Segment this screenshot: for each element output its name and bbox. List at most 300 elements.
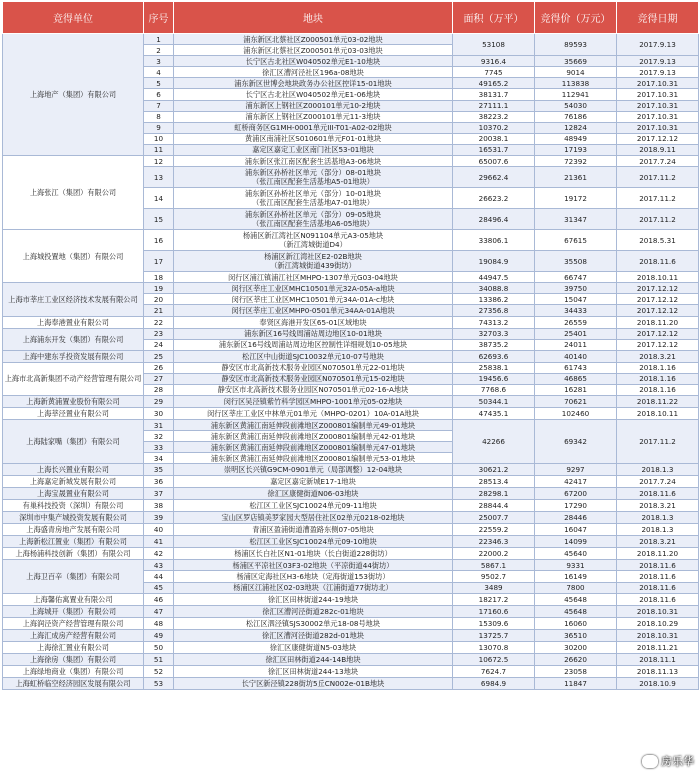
plot-name: 浦东新区16号线周浦站周边地区控制性详细规划10-05地块: [218, 340, 408, 350]
table-row: [3, 593, 699, 605]
price-cell: 24011: [535, 339, 617, 350]
area-cell: 38131.7: [453, 89, 535, 100]
row-number: 33: [144, 442, 174, 453]
table-row: [3, 230, 699, 251]
table-row: [3, 641, 699, 653]
row-number: 17: [144, 251, 174, 272]
company-cell: 有巢科技投资（深圳）有限公司: [3, 500, 144, 512]
company-cell: 上海新黄浦置业股份有限公司: [3, 395, 144, 407]
plot-cell: [174, 362, 453, 373]
plot-name-note: （张江南区配套生活基地A6-05地块）: [252, 219, 374, 229]
table-row: [3, 677, 699, 689]
row-number: 14: [144, 188, 174, 209]
row-number: 20: [144, 294, 174, 305]
table-row: [3, 34, 699, 45]
plot-name: 杨浦区新江湾社区E2-02B地块: [264, 252, 362, 262]
date-cell: 2017.10.31: [617, 78, 699, 89]
row-number: 40: [144, 524, 174, 536]
plot-cell: [174, 272, 453, 283]
price-cell: 9297: [535, 464, 617, 476]
date-cell: 2018.3.21: [617, 536, 699, 548]
area-cell: 33806.1: [453, 230, 535, 251]
company-cell: 上海市北高新集团不动产经营管理有限公司: [3, 362, 144, 395]
date-cell: 2017.12.12: [617, 305, 699, 316]
date-cell: 2018.10.11: [617, 407, 699, 419]
price-cell: 23058: [535, 665, 617, 677]
plot-cell: [174, 500, 453, 512]
price-cell: 26620: [535, 653, 617, 665]
plot-cell: [174, 464, 453, 476]
date-cell: 2017.9.13: [617, 56, 699, 67]
plot-name: 徐汇区田林街道244-19地块: [267, 594, 359, 604]
plot-name: 长宁区新泾镇228街坊5丘CN002e-01B地块: [241, 678, 385, 688]
plot-cell: [174, 45, 453, 56]
header-row: [3, 2, 699, 34]
row-number: 21: [144, 305, 174, 316]
area-cell: 17160.6: [453, 605, 535, 617]
row-number: 22: [144, 316, 174, 328]
plot-name: 浦东新区黄浦江南延伸段前滩地区Z000801编制单元49-01地块: [210, 420, 416, 430]
row-number: 5: [144, 78, 174, 89]
price-cell: 76186: [535, 111, 617, 122]
area-cell: 22346.3: [453, 536, 535, 548]
table-row: [3, 316, 699, 328]
row-number: 36: [144, 476, 174, 488]
plot-cell: [174, 230, 453, 251]
plot-name: 浦东新区北蔡社区Z000501单元03-02地块: [243, 34, 383, 44]
area-cell: 47435.1: [453, 407, 535, 419]
plot-name: 静安区市北高新技术服务业园区N070501单元22-01地块: [221, 363, 405, 373]
plot-cell: [174, 100, 453, 111]
plot-name: 徐汇区田林街道244-13地块: [267, 666, 359, 676]
area-cell: 38223.2: [453, 111, 535, 122]
plot-name: 徐汇区漕河泾街道282c-01地块: [262, 606, 364, 616]
price-cell: 35508: [535, 251, 617, 272]
price-cell: 28446: [535, 512, 617, 524]
price-cell: 48949: [535, 133, 617, 144]
header-price: 竞得价（万元）: [535, 2, 617, 34]
price-cell: 36510: [535, 629, 617, 641]
row-number: 51: [144, 653, 174, 665]
plot-name: 静安区市北高新技术服务业园区N070501单元02-16-A地块: [217, 385, 409, 395]
plot-name: 奉贤区海港开发区65-01区域地块: [259, 317, 367, 327]
land-auction-table: [2, 1, 699, 690]
price-cell: 17193: [535, 144, 617, 155]
area-cell: 7624.7: [453, 665, 535, 677]
header-area: 面积（万平）: [453, 2, 535, 34]
date-cell: 2017.10.31: [617, 89, 699, 100]
company-cell: 上海新松江置业（集团）有限公司: [3, 536, 144, 548]
plot-cell: [174, 419, 453, 430]
plot-name: 松江区泗泾镇SJS30002单元18-08号地块: [245, 618, 381, 628]
price-cell: 35669: [535, 56, 617, 67]
row-number: 47: [144, 605, 174, 617]
date-cell: 2017.9.13: [617, 67, 699, 78]
table-row: [3, 464, 699, 476]
date-cell: 2017.11.2: [617, 419, 699, 463]
price-cell: 9014: [535, 67, 617, 78]
area-cell: 13070.8: [453, 641, 535, 653]
plot-cell: [174, 605, 453, 617]
company-cell: 上海绿地商业（集团）有限公司: [3, 665, 144, 677]
plot-name: 嘉定区嘉定工业区南门社区53-01地块: [252, 145, 374, 155]
price-cell: 26559: [535, 316, 617, 328]
plot-cell: [174, 350, 453, 362]
date-cell: 2018.11.22: [617, 395, 699, 407]
price-cell: 19172: [535, 188, 617, 209]
plot-name: 浦东新区世博会地块政务办公社区控详15-01地块: [234, 78, 392, 88]
plot-name: 虹桥商务区G1MH-0001单元III-T01-A02-02地块: [234, 123, 392, 133]
row-number: 15: [144, 209, 174, 230]
plot-name: 浦东新区北蔡社区Z000501单元03-03地块: [243, 45, 383, 55]
price-cell: 30200: [535, 641, 617, 653]
plot-name: 长宁区古北社区W040502单元E1-06地块: [245, 90, 381, 100]
price-cell: 31347: [535, 209, 617, 230]
table-row: [3, 512, 699, 524]
plot-name-note: （新江湾城街道D4）: [279, 240, 347, 250]
price-cell: 16060: [535, 617, 617, 629]
plot-name: 浦东新区黄浦江南延伸段前滩地区Z000801编制单元47-01地块: [210, 442, 416, 452]
plot-name: 浦东新区孙桥社区单元（部分）09-05地块: [245, 210, 381, 220]
plot-cell: [174, 453, 453, 464]
plot-cell: [174, 133, 453, 144]
price-cell: 9331: [535, 560, 617, 571]
plot-cell: [174, 167, 453, 188]
date-cell: 2018.11.6: [617, 582, 699, 593]
plot-name: 杨浦区平凉社区03F3-02地块（平凉街道44街坊）: [232, 560, 394, 570]
plot-name: 徐汇区漕河泾街道282d-01地块: [262, 630, 364, 640]
plot-cell: [174, 56, 453, 67]
area-cell: 30621.2: [453, 464, 535, 476]
price-cell: 45648: [535, 593, 617, 605]
area-cell: 29662.4: [453, 167, 535, 188]
table-row: [3, 665, 699, 677]
price-cell: 16281: [535, 384, 617, 395]
row-number: 8: [144, 111, 174, 122]
table-row: [3, 653, 699, 665]
row-number: 19: [144, 283, 174, 294]
date-cell: 2017.11.2: [617, 209, 699, 230]
row-number: 29: [144, 395, 174, 407]
table-body: [3, 34, 699, 690]
plot-cell: [174, 593, 453, 605]
plot-name-note: （张江南区配套生活基地A7-01地块）: [252, 198, 374, 208]
row-number: 52: [144, 665, 174, 677]
plot-name: 松江区工业区SJC10024单元09-11地块: [249, 501, 377, 511]
table-row: [3, 605, 699, 617]
price-cell: 39750: [535, 283, 617, 294]
company-cell: 上海虹桥临空经济园区发展有限公司: [3, 677, 144, 689]
row-number: 45: [144, 582, 174, 593]
date-cell: 2018.5.31: [617, 230, 699, 251]
plot-name: 杨浦区新江湾社区N091104单元A3-05地块: [242, 231, 384, 241]
date-cell: 2018.9.11: [617, 144, 699, 155]
plot-name-note: （张江南区配套生活基地A5-01地块）: [252, 177, 374, 187]
area-cell: 27356.8: [453, 305, 535, 316]
area-cell: 19084.9: [453, 251, 535, 272]
plot-cell: [174, 641, 453, 653]
area-cell: 10672.5: [453, 653, 535, 665]
row-number: 49: [144, 629, 174, 641]
area-cell: 44947.5: [453, 272, 535, 283]
table-row: [3, 419, 699, 430]
area-cell: 38735.2: [453, 339, 535, 350]
plot-cell: [174, 34, 453, 45]
plot-name: 徐汇区康健街道N5-03地块: [269, 642, 357, 652]
date-cell: 2017.11.2: [617, 167, 699, 188]
plot-name: 徐汇区漕河泾社区196a-08地块: [262, 67, 364, 77]
plot-cell: [174, 144, 453, 155]
area-cell: 25007.7: [453, 512, 535, 524]
company-cell: 上海嘉定新城发展有限公司: [3, 476, 144, 488]
date-cell: 2017.12.12: [617, 133, 699, 144]
price-cell: 45648: [535, 605, 617, 617]
price-cell: 72392: [535, 156, 617, 167]
area-cell: 25838.1: [453, 362, 535, 373]
plot-name: 闵行区莘庄工业区MHP0-0501单元34AA-01A地块: [231, 305, 395, 315]
row-number: 6: [144, 89, 174, 100]
table-row: [3, 156, 699, 167]
price-cell: 54030: [535, 100, 617, 111]
plot-cell: [174, 653, 453, 665]
table-row: [3, 350, 699, 362]
price-cell: 69342: [535, 419, 617, 463]
area-cell: 62693.6: [453, 350, 535, 362]
plot-name: 宝山区罗店镇美罗家园大型居住社区02单元0218-02地块: [221, 513, 405, 523]
price-cell: 70621: [535, 395, 617, 407]
plot-cell: [174, 188, 453, 209]
row-number: 18: [144, 272, 174, 283]
plot-cell: [174, 111, 453, 122]
row-number: 4: [144, 67, 174, 78]
date-cell: 2018.11.1: [617, 653, 699, 665]
plot-cell: [174, 395, 453, 407]
row-number: 12: [144, 156, 174, 167]
row-number: 50: [144, 641, 174, 653]
plot-cell: [174, 665, 453, 677]
row-number: 31: [144, 419, 174, 430]
plot-cell: [174, 209, 453, 230]
price-cell: 113838: [535, 78, 617, 89]
area-cell: 9316.4: [453, 56, 535, 67]
area-cell: 28844.4: [453, 500, 535, 512]
row-number: 37: [144, 488, 174, 500]
area-cell: 50344.1: [453, 395, 535, 407]
area-cell: 3489: [453, 582, 535, 593]
row-number: 28: [144, 384, 174, 395]
company-cell: 上海卫百辛（集团）有限公司: [3, 560, 144, 593]
area-cell: 22559.2: [453, 524, 535, 536]
table-row: [3, 407, 699, 419]
area-cell: 9502.7: [453, 571, 535, 582]
row-number: 44: [144, 571, 174, 582]
date-cell: 2017.10.31: [617, 100, 699, 111]
company-cell: 上海徐汇置业有限公司: [3, 641, 144, 653]
table-row: [3, 362, 699, 373]
area-cell: 28513.4: [453, 476, 535, 488]
company-cell: 上海宝晟置业有限公司: [3, 488, 144, 500]
row-number: 35: [144, 464, 174, 476]
plot-name: 杨浦区江浦社区02-03地块（江浦街道77街坊北）: [233, 583, 393, 593]
row-number: 38: [144, 500, 174, 512]
header-no: 序号: [144, 2, 174, 34]
plot-name: 浦东新区孙桥社区单元（部分）08-01地块: [245, 168, 381, 178]
row-number: 23: [144, 328, 174, 339]
date-cell: 2018.11.20: [617, 548, 699, 560]
date-cell: 2018.10.31: [617, 629, 699, 641]
plot-name: 闵行区吴泾镇紫竹科学园区MHPO-1001单元05-02地块: [223, 396, 403, 406]
table-row: [3, 328, 699, 339]
company-cell: 上海中建东孚投资发展有限公司: [3, 350, 144, 362]
area-cell: 49165.2: [453, 78, 535, 89]
row-number: 41: [144, 536, 174, 548]
area-cell: 28298.1: [453, 488, 535, 500]
plot-name: 闵行区莘庄工业区MHC10501单元32A-05A-a地块: [231, 283, 395, 293]
price-cell: 34433: [535, 305, 617, 316]
price-cell: 25401: [535, 328, 617, 339]
row-number: 48: [144, 617, 174, 629]
row-number: 16: [144, 230, 174, 251]
plot-name: 崇明区长兴镇G9CM-0901单元（局部调整）12-04地块: [223, 465, 403, 475]
plot-cell: [174, 122, 453, 133]
plot-cell: [174, 407, 453, 419]
date-cell: 2017.10.31: [617, 122, 699, 133]
company-cell: 上海莘泾置业有限公司: [3, 407, 144, 419]
row-number: 26: [144, 362, 174, 373]
plot-cell: [174, 536, 453, 548]
plot-cell: [174, 571, 453, 582]
price-cell: 7800: [535, 582, 617, 593]
plot-cell: [174, 629, 453, 641]
price-cell: 17290: [535, 500, 617, 512]
plot-name: 浦东新区16号线周浦站周边地区10-01地块: [244, 329, 382, 339]
row-number: 11: [144, 144, 174, 155]
plot-cell: [174, 548, 453, 560]
price-cell: 45640: [535, 548, 617, 560]
table-row: [3, 283, 699, 294]
date-cell: 2018.1.3: [617, 464, 699, 476]
date-cell: 2017.7.24: [617, 156, 699, 167]
area-cell: 27111.1: [453, 100, 535, 111]
plot-cell: [174, 283, 453, 294]
plot-name: 青浦区盈浦街道漕盈路东侧07-05地块: [252, 525, 374, 535]
table-row: [3, 488, 699, 500]
price-cell: 46865: [535, 373, 617, 384]
plot-name: 闵行区浦江镇浦江社区MHPO-1307单元G03-04地块: [228, 272, 398, 282]
date-cell: 2018.11.6: [617, 593, 699, 605]
date-cell: 2017.7.24: [617, 476, 699, 488]
date-cell: 2018.10.31: [617, 605, 699, 617]
plot-cell: [174, 316, 453, 328]
plot-name: 松江区中山街道SJC10032单元10-07号地块: [242, 351, 384, 361]
area-cell: 22000.2: [453, 548, 535, 560]
table-row: [3, 536, 699, 548]
plot-cell: [174, 677, 453, 689]
price-cell: 61743: [535, 362, 617, 373]
plot-cell: [174, 156, 453, 167]
plot-cell: [174, 442, 453, 453]
date-cell: 2018.10.29: [617, 617, 699, 629]
plot-cell: [174, 582, 453, 593]
table-row: [3, 395, 699, 407]
row-number: 42: [144, 548, 174, 560]
date-cell: 2018.1.16: [617, 384, 699, 395]
company-cell: 上海馨佑寓置业有限公司: [3, 593, 144, 605]
area-cell: 13725.7: [453, 629, 535, 641]
row-number: 25: [144, 350, 174, 362]
date-cell: 2018.3.21: [617, 350, 699, 362]
plot-cell: [174, 328, 453, 339]
header-company: 竞得单位: [3, 2, 144, 34]
plot-name: 杨浦区长白社区N1-01地块（长白街道228街坊）: [234, 549, 392, 559]
area-cell: 10370.2: [453, 122, 535, 133]
plot-name: 浦东新区上钢社区Z000101单元11-3地块: [245, 112, 381, 122]
plot-cell: [174, 78, 453, 89]
row-number: 46: [144, 593, 174, 605]
price-cell: 16047: [535, 524, 617, 536]
date-cell: 2017.12.12: [617, 328, 699, 339]
area-cell: 34088.8: [453, 283, 535, 294]
plot-cell: [174, 617, 453, 629]
date-cell: 2017.9.13: [617, 34, 699, 56]
plot-name-note: （新江湾城街道439街坊）: [270, 261, 356, 271]
price-cell: 40140: [535, 350, 617, 362]
plot-cell: [174, 512, 453, 524]
company-cell: 上海浦东开发（集团）有限公司: [3, 328, 144, 350]
row-number: 13: [144, 167, 174, 188]
price-cell: 14099: [535, 536, 617, 548]
table-row: [3, 548, 699, 560]
row-number: 2: [144, 45, 174, 56]
company-cell: 上海张江（集团）有限公司: [3, 156, 144, 230]
price-cell: 89593: [535, 34, 617, 56]
plot-name: 长宁区古北社区W040502单元E1-10地块: [245, 56, 381, 66]
price-cell: 15047: [535, 294, 617, 305]
plot-name: 闵行区莘庄工业区中林单元01单元（MHPO-0201）10A-01A地块: [207, 408, 419, 418]
plot-name: 嘉定区嘉定新城E17-1地块: [270, 477, 356, 487]
plot-cell: [174, 384, 453, 395]
date-cell: 2018.3.21: [617, 500, 699, 512]
plot-cell: [174, 67, 453, 78]
plot-name: 浦东新区上钢社区Z000101单元10-2地块: [245, 101, 381, 111]
price-cell: 12824: [535, 122, 617, 133]
plot-name: 徐汇区康健街道N06-03地块: [267, 489, 359, 499]
header-date: 竞得日期: [617, 2, 699, 34]
plot-cell: [174, 251, 453, 272]
plot-cell: [174, 339, 453, 350]
date-cell: 2018.10.11: [617, 272, 699, 283]
row-number: 43: [144, 560, 174, 571]
date-cell: 2018.10.9: [617, 677, 699, 689]
table-row: [3, 524, 699, 536]
plot-name: 杨浦区定海社区H3-6地块（定海街道153街坊）: [236, 571, 390, 581]
row-number: 30: [144, 407, 174, 419]
area-cell: 7768.6: [453, 384, 535, 395]
price-cell: 21361: [535, 167, 617, 188]
date-cell: 2017.12.12: [617, 339, 699, 350]
plot-cell: [174, 488, 453, 500]
plot-name: 浦东新区黄浦江南延伸段前滩地区Z000801编制单元42-01地块: [210, 431, 416, 441]
area-cell: 6984.9: [453, 677, 535, 689]
area-cell: 15309.6: [453, 617, 535, 629]
company-cell: 上海城投置地（集团）有限公司: [3, 230, 144, 283]
date-cell: 2018.11.20: [617, 316, 699, 328]
date-cell: 2017.12.12: [617, 283, 699, 294]
area-cell: 65007.6: [453, 156, 535, 167]
plot-cell: [174, 373, 453, 384]
price-cell: 11847: [535, 677, 617, 689]
plot-cell: [174, 560, 453, 571]
